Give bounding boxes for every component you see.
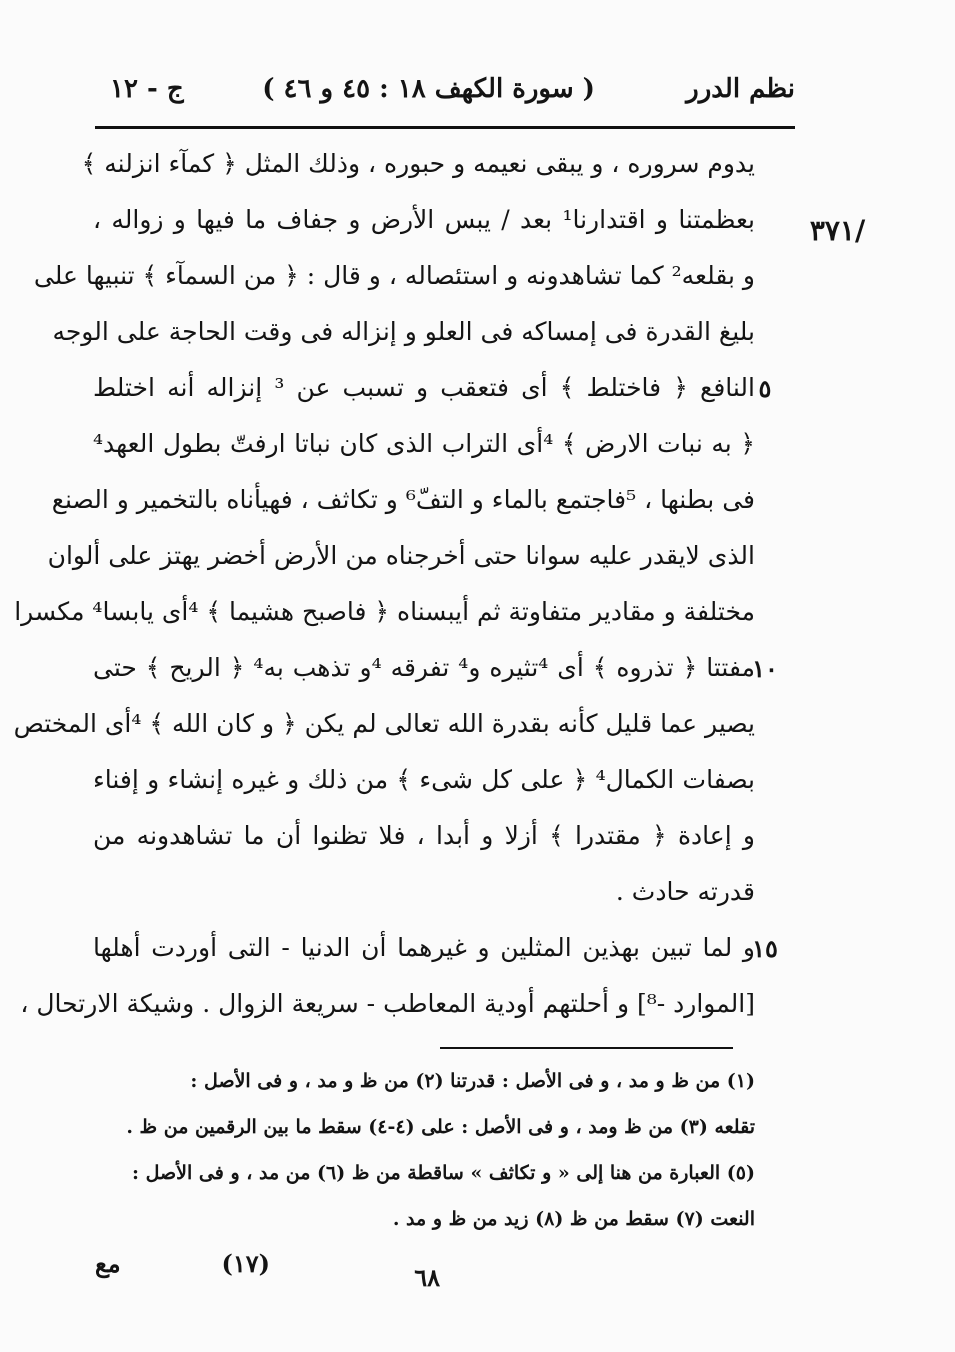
line-number-5: ٥ <box>758 374 772 403</box>
footnote-line: (٥) العبارة من هنا إلى « و تكاثف » ساقطة من ظ (٦) من مد ، و فى الأصل : <box>132 1162 755 1184</box>
text-line: يدوم سروره ، و يبقى نعيمه و حبوره ، وذلك المثل ﴿ كمآء انزلنه ﴾ <box>81 149 755 178</box>
footnotes <box>90 1058 755 1242</box>
text-line: و إعادة ﴿ مقتدرا ﴾ أزلا و أبدا ، فلا تظنوا أن ما تشاهدونه من <box>93 821 755 850</box>
text-line: النافع ﴿ فاختلط ﴾ أى فتعقب و تسبب عن ³ إنزاله أنه اختلط <box>93 373 755 402</box>
footnote-divider <box>440 1047 733 1049</box>
footnote-line: تقلعه (٣) من ظ ومد ، و فى الأصل : على (٤-٤) سقط ما بين الرقمين من ظ . <box>126 1116 755 1138</box>
printer-code: مع <box>95 1249 121 1278</box>
footnote-line: (١) من ظ و مد ، و فى الأصل : قدرتنا (٢) من ظ و مد ، و فى الأصل : <box>190 1070 755 1092</box>
manuscript-page-marker: /٣٧١ <box>809 214 866 247</box>
line-number-10: ١٠ <box>752 654 778 683</box>
page-header <box>95 64 795 114</box>
text-line: فى بطنها ، ⁵فاجتمع بالماء و التفّ⁶ و تكاثف ، فهيأناه بالتخمير و الصنع <box>51 485 755 514</box>
text-line: الذى لايقدر عليه سوانا حتى أخرجناه من الأرض أخضر يهتز على ألوان <box>47 541 755 570</box>
footnote-line: النعت (٧) سقط من ظ (٨) زيد من ظ و مد . <box>392 1208 755 1230</box>
text-line: مختلفة و مقادير متفاوتة ثم أيبسناه ﴿ فاصبح هشيما ﴾ ⁴أى يابسا⁴ مكسرا <box>14 597 755 626</box>
text-line: ﴿ به نبات الارض ﴾ ⁴أى التراب الذى كان نباتا ارفتّ بطول العهد⁴ <box>93 429 755 458</box>
text-line: مفتتا ﴿ تذروه ﴾ أى ⁴تثيره و⁴ تفرقه ⁴و تذهب به⁴ ﴿ الريح ﴾ حتى <box>93 653 755 682</box>
volume-number: ج - ١٢ <box>110 74 184 104</box>
surah-reference: ( سورة الكهف ١٨ : ٤٥ و ٤٦ ) <box>262 74 595 104</box>
page-footer <box>80 1245 500 1295</box>
text-line: و بقلعه² كما تشاهدونه و استئصاله ، و قال : ﴿ من السمآء ﴾ تنبيها على <box>33 261 755 290</box>
text-line: يصير عما قليل كأنه بقدرة الله تعالى لم يكن ﴿ و كان الله ﴾ ⁴أى المختص <box>13 709 755 738</box>
text-line: [الموارد -⁸] و أحلتهم أودية المعاطب - سريعة الزوال . وشيكة الارتحال ، <box>20 989 755 1018</box>
main-text <box>13 136 755 1032</box>
signature-mark: (١٧) <box>221 1249 270 1278</box>
line-number-15: ١٥ <box>752 934 778 963</box>
text-line: بصفات الكمال⁴ ﴿ على كل شىء ﴾ من ذلك و غيره إنشاء و إفناء <box>93 765 755 794</box>
text-line: بليغ القدرة فى إمساكه فى العلو و إنزاله فى وقت الحاجة على الوجه <box>52 317 755 346</box>
page-number: ٦٨ <box>414 1263 440 1292</box>
text-line: قدرته حادث . <box>615 877 755 906</box>
text-line: و لما تبين بهذين المثلين و غيرهما أن الدنيا - التى أوردت أهلها <box>93 933 755 962</box>
header-divider <box>95 126 795 129</box>
text-line: بعظمتنا و اقتدارنا¹ بعد / يبس الأرض و جفاف ما فيها و زواله ، <box>93 205 755 234</box>
book-title: نظم الدرر <box>686 74 795 104</box>
